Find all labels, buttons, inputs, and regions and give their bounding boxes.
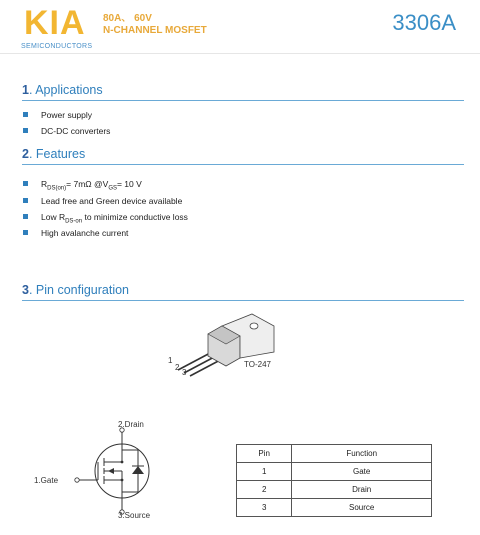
table-cell: Gate (292, 463, 432, 481)
part-number: 3306A (392, 10, 456, 35)
applications-heading (22, 83, 103, 97)
list-item (23, 212, 188, 228)
text: R (41, 179, 48, 189)
section-title: . Features (28, 147, 86, 161)
table-cell: Source (292, 499, 432, 517)
header-divider (0, 53, 480, 54)
section-title: . Applications (28, 83, 103, 97)
bullet-icon (23, 112, 28, 117)
table-header-row (237, 445, 432, 463)
spec-rating: 80A、 60V (103, 13, 152, 24)
list-item-text: Lead free and Green device available (41, 196, 183, 206)
list-item (23, 179, 142, 195)
pin-label-2: 2 (175, 363, 180, 372)
table-row (237, 463, 432, 481)
gate-terminal (75, 478, 79, 482)
section-number: 1 (22, 83, 29, 97)
table-cell: Drain (292, 481, 432, 499)
pin-config-heading (22, 283, 129, 297)
list-item (23, 110, 92, 121)
pin-label-3: 3 (182, 368, 187, 377)
spec-summary (103, 13, 207, 37)
table-row (237, 481, 432, 499)
pin-function-table (236, 444, 432, 517)
list-item-text: High avalanche current (41, 228, 129, 238)
table-cell: 3 (237, 499, 292, 517)
brand-subtitle: SEMICONDUCTORS (21, 43, 93, 50)
subscript: DS-on (65, 218, 83, 225)
package-label: TO-247 (244, 360, 271, 369)
channel-arrow-icon (108, 468, 114, 474)
subscript: GS (108, 185, 117, 192)
table-row (237, 499, 432, 517)
table-header: Function (292, 445, 432, 463)
text: to minimize conductive loss (82, 212, 188, 222)
list-item-text: Power supply (41, 110, 93, 120)
section-divider (22, 300, 464, 301)
mounting-hole-icon (250, 323, 258, 329)
mosfet-symbol (60, 426, 170, 524)
list-item-text: DC-DC converters (41, 126, 111, 136)
list-item (23, 126, 110, 137)
pin-label-1: 1 (168, 356, 173, 365)
section-divider (22, 164, 464, 165)
section-number: 2 (22, 147, 29, 161)
features-heading (22, 147, 85, 161)
bullet-icon (23, 214, 28, 219)
table-cell: 2 (237, 481, 292, 499)
list-item (23, 196, 182, 207)
table-header: Pin (237, 445, 292, 463)
bullet-icon (23, 181, 28, 186)
text: = 7mΩ @V (66, 179, 109, 189)
brand-logo: KIA (24, 4, 86, 42)
body-diode-icon (132, 466, 144, 474)
section-divider (22, 100, 464, 101)
bullet-icon (23, 128, 28, 133)
spec-type: N-CHANNEL MOSFET (103, 25, 207, 36)
drain-label: 2.Drain (118, 420, 144, 429)
table-cell: 1 (237, 463, 292, 481)
list-item (23, 228, 128, 239)
bullet-icon (23, 198, 28, 203)
gate-label: 1.Gate (34, 476, 59, 485)
section-title: . Pin configuration (28, 283, 130, 297)
source-label: 3.Source (118, 511, 151, 520)
subscript: DS(on) (47, 185, 67, 192)
text: = 10 V (116, 179, 142, 189)
text: Low R (41, 212, 66, 222)
bullet-icon (23, 230, 28, 235)
section-number: 3 (22, 283, 29, 297)
